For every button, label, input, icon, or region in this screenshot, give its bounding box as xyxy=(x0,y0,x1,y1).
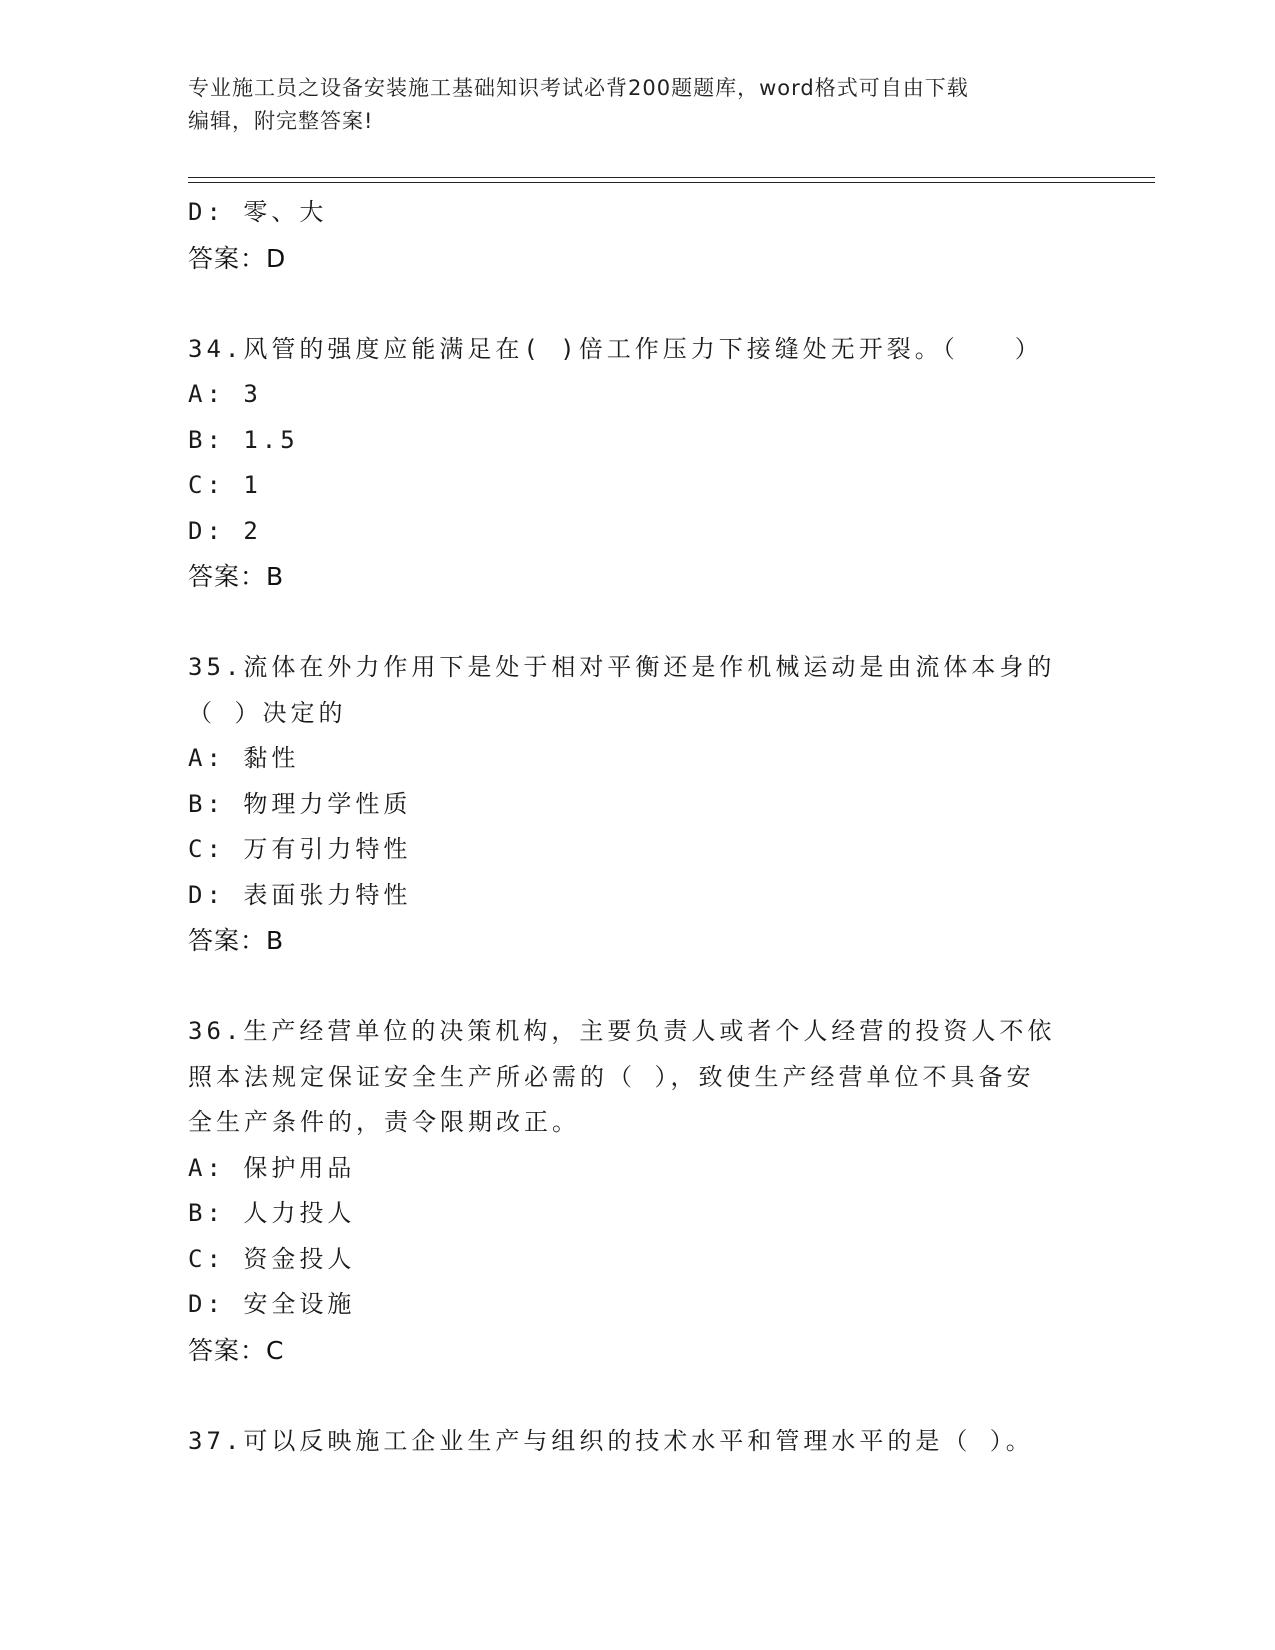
question-spacer xyxy=(188,600,1088,646)
option-d: D: 2 xyxy=(188,516,262,545)
previous-question-tail xyxy=(188,190,1088,281)
option-b: B: 人力投人 xyxy=(188,1199,356,1227)
question-36 xyxy=(188,1009,1088,1373)
header-title-line-1: 专业施工员之设备安装施工基础知识考试必背200题题库，word格式可自由下载 xyxy=(188,76,969,100)
option-d: D: 零、大 xyxy=(188,198,328,226)
header-rule-top xyxy=(188,177,1155,178)
question-text: 37.可以反映施工企业生产与组织的技术水平和管理水平的是（ ）。 xyxy=(188,1426,1034,1455)
question-text-line-3: 全生产条件的，责令限期改正。 xyxy=(188,1108,580,1136)
option-b: B: 1.5 xyxy=(188,425,299,454)
answer: 答案：B xyxy=(188,926,285,955)
question-text-line-2: （ ）决定的 xyxy=(188,698,347,727)
question-text-line-2: 照本法规定保证安全生产所必需的（ ），致使生产经营单位不具备安 xyxy=(188,1062,1035,1091)
question-34 xyxy=(188,327,1088,600)
document-body xyxy=(188,190,1088,1464)
option-a: A: 3 xyxy=(188,380,262,408)
header-rule-bottom xyxy=(188,182,1155,183)
question-spacer xyxy=(188,964,1088,1010)
question-37 xyxy=(188,1419,1088,1465)
option-a: A: 保护用品 xyxy=(188,1153,356,1182)
option-a: A: 黏性 xyxy=(188,744,300,772)
question-spacer xyxy=(188,1373,1088,1419)
option-d: D: 表面张力特性 xyxy=(188,880,412,909)
page-header xyxy=(188,72,1088,138)
option-c: C: 万有引力特性 xyxy=(188,835,412,863)
answer: 答案：C xyxy=(188,1335,285,1365)
header-title-line-2: 编辑，附完整答案! xyxy=(188,109,374,133)
answer: 答案：B xyxy=(188,562,285,591)
option-c: C: 资金投人 xyxy=(188,1244,356,1273)
answer: 答案：D xyxy=(188,243,287,273)
question-text-line-1: 36.生产经营单位的决策机构，主要负责人或者个人经营的投资人不依 xyxy=(188,1017,1056,1045)
question-spacer xyxy=(188,281,1088,327)
question-35 xyxy=(188,645,1088,964)
question-text-line-1: 35.流体在外力作用下是处于相对平衡还是作机械运动是由流体本身的 xyxy=(188,653,1056,681)
option-d: D: 安全设施 xyxy=(188,1290,356,1318)
option-b: B: 物理力学性质 xyxy=(188,789,412,818)
question-text: 34.风管的强度应能满足在( )倍工作压力下接缝处无开裂。（ ） xyxy=(188,334,1043,363)
option-c: C: 1 xyxy=(188,471,262,499)
